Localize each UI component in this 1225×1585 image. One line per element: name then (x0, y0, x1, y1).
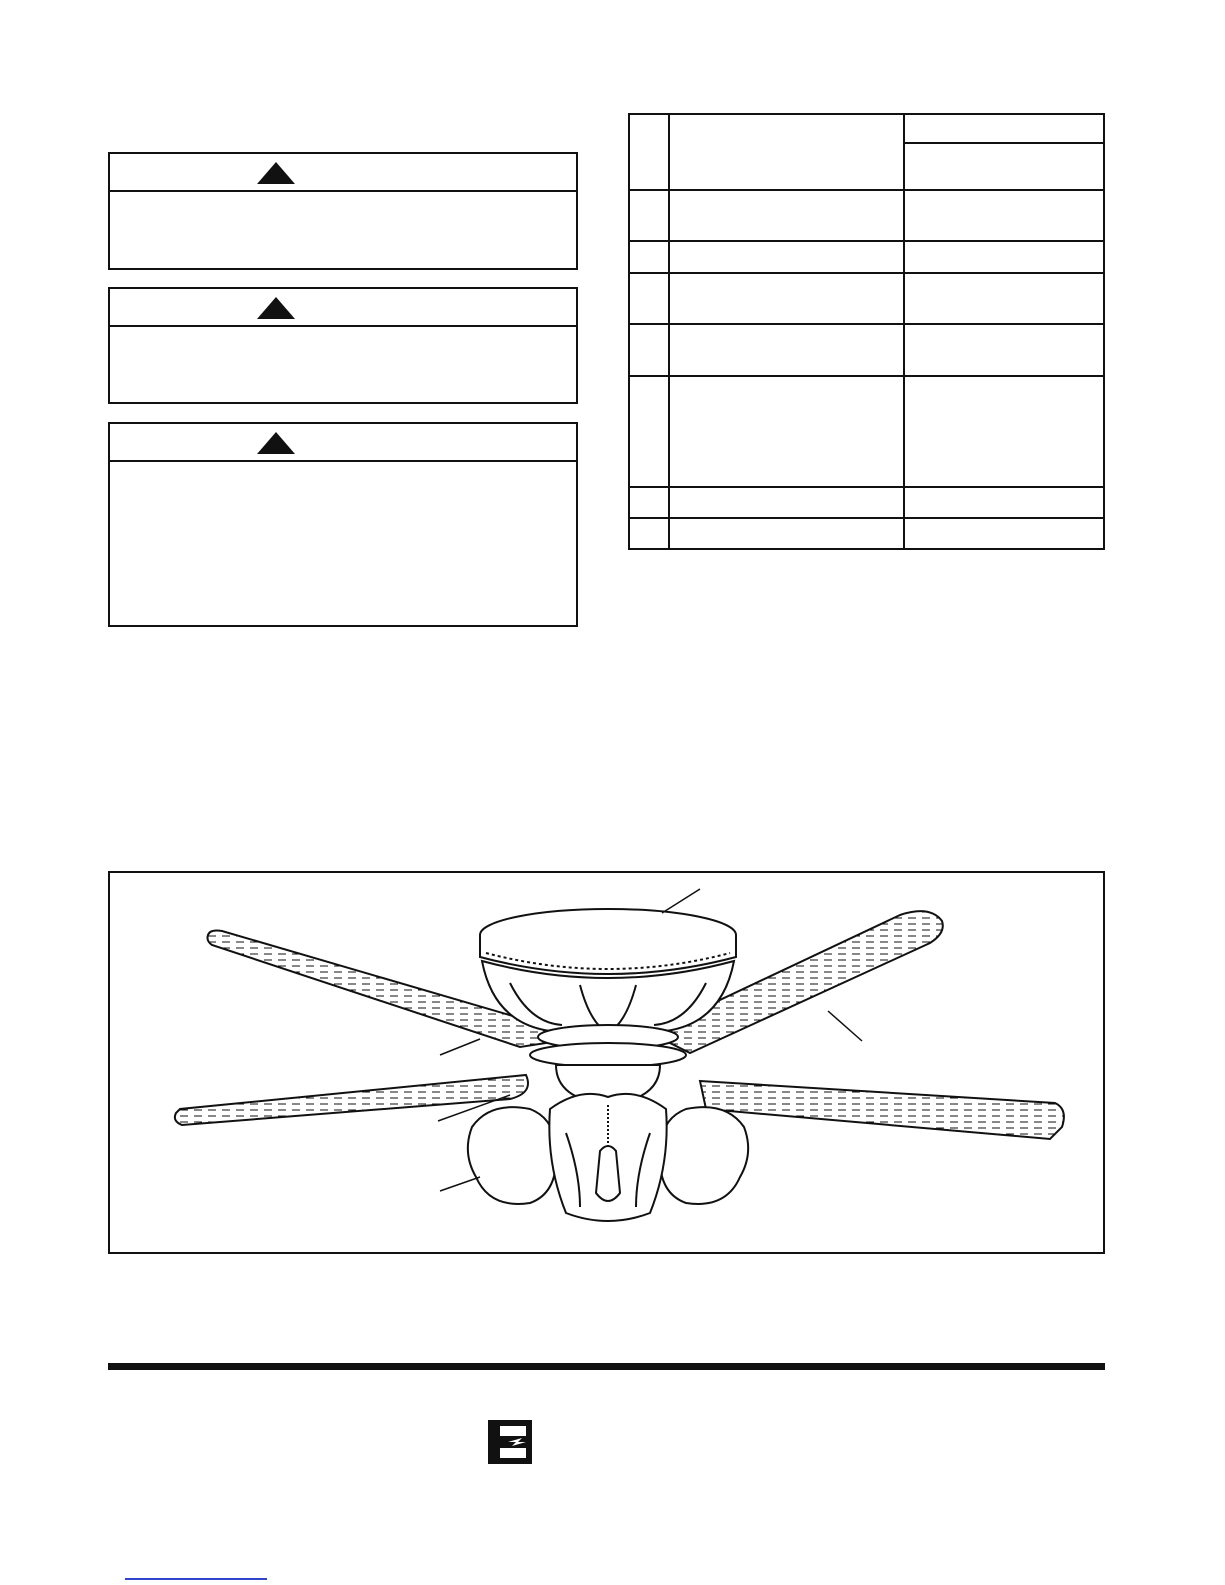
table-cell-key (629, 518, 669, 549)
warning-box-2 (108, 287, 578, 404)
table-row (629, 273, 1104, 324)
warning-text (110, 327, 576, 347)
footer-link[interactable] (125, 1578, 267, 1580)
table-cell-description (669, 324, 904, 376)
table-cell-description (669, 518, 904, 549)
warning-header (110, 289, 576, 327)
table-cell-header-top (904, 114, 1104, 143)
warning-header (110, 424, 576, 462)
table-row (629, 518, 1104, 549)
table-cell-header-bottom (904, 143, 1104, 190)
table-row (629, 487, 1104, 518)
table-header-row (629, 114, 1104, 143)
brand-logo-icon (488, 1420, 532, 1464)
table-cell-value (904, 190, 1104, 241)
fan-illustration-frame (108, 871, 1105, 1254)
table-cell-key (629, 114, 669, 190)
warning-triangle-icon (256, 431, 296, 455)
table-cell-key (629, 190, 669, 241)
table-cell-value (904, 376, 1104, 487)
warning-triangle-icon (256, 161, 296, 185)
table-row (629, 241, 1104, 273)
table-cell-value (904, 273, 1104, 324)
warning-triangle-icon (256, 296, 296, 320)
table-row (629, 324, 1104, 376)
warning-text (110, 192, 576, 212)
table-cell-value (904, 241, 1104, 273)
warning-box-3 (108, 422, 578, 627)
table-cell-key (629, 324, 669, 376)
table-cell-value (904, 324, 1104, 376)
table-cell-value (904, 518, 1104, 549)
table-cell-description (669, 241, 904, 273)
table-cell-key (629, 487, 669, 518)
spec-table (628, 113, 1105, 550)
ceiling-fan-illustration (110, 873, 1103, 1252)
table-cell-key (629, 273, 669, 324)
warning-text (110, 462, 576, 482)
table-cell-key (629, 241, 669, 273)
table-row (629, 376, 1104, 487)
table-cell-description (669, 273, 904, 324)
warning-box-1 (108, 152, 578, 270)
table-cell-description (669, 114, 904, 190)
table-cell-description (669, 487, 904, 518)
table-cell-value (904, 487, 1104, 518)
table-row (629, 190, 1104, 241)
warning-header (110, 154, 576, 192)
footer-rule (108, 1363, 1105, 1370)
table-cell-key (629, 376, 669, 487)
table-cell-description (669, 190, 904, 241)
table-cell-description (669, 376, 904, 487)
